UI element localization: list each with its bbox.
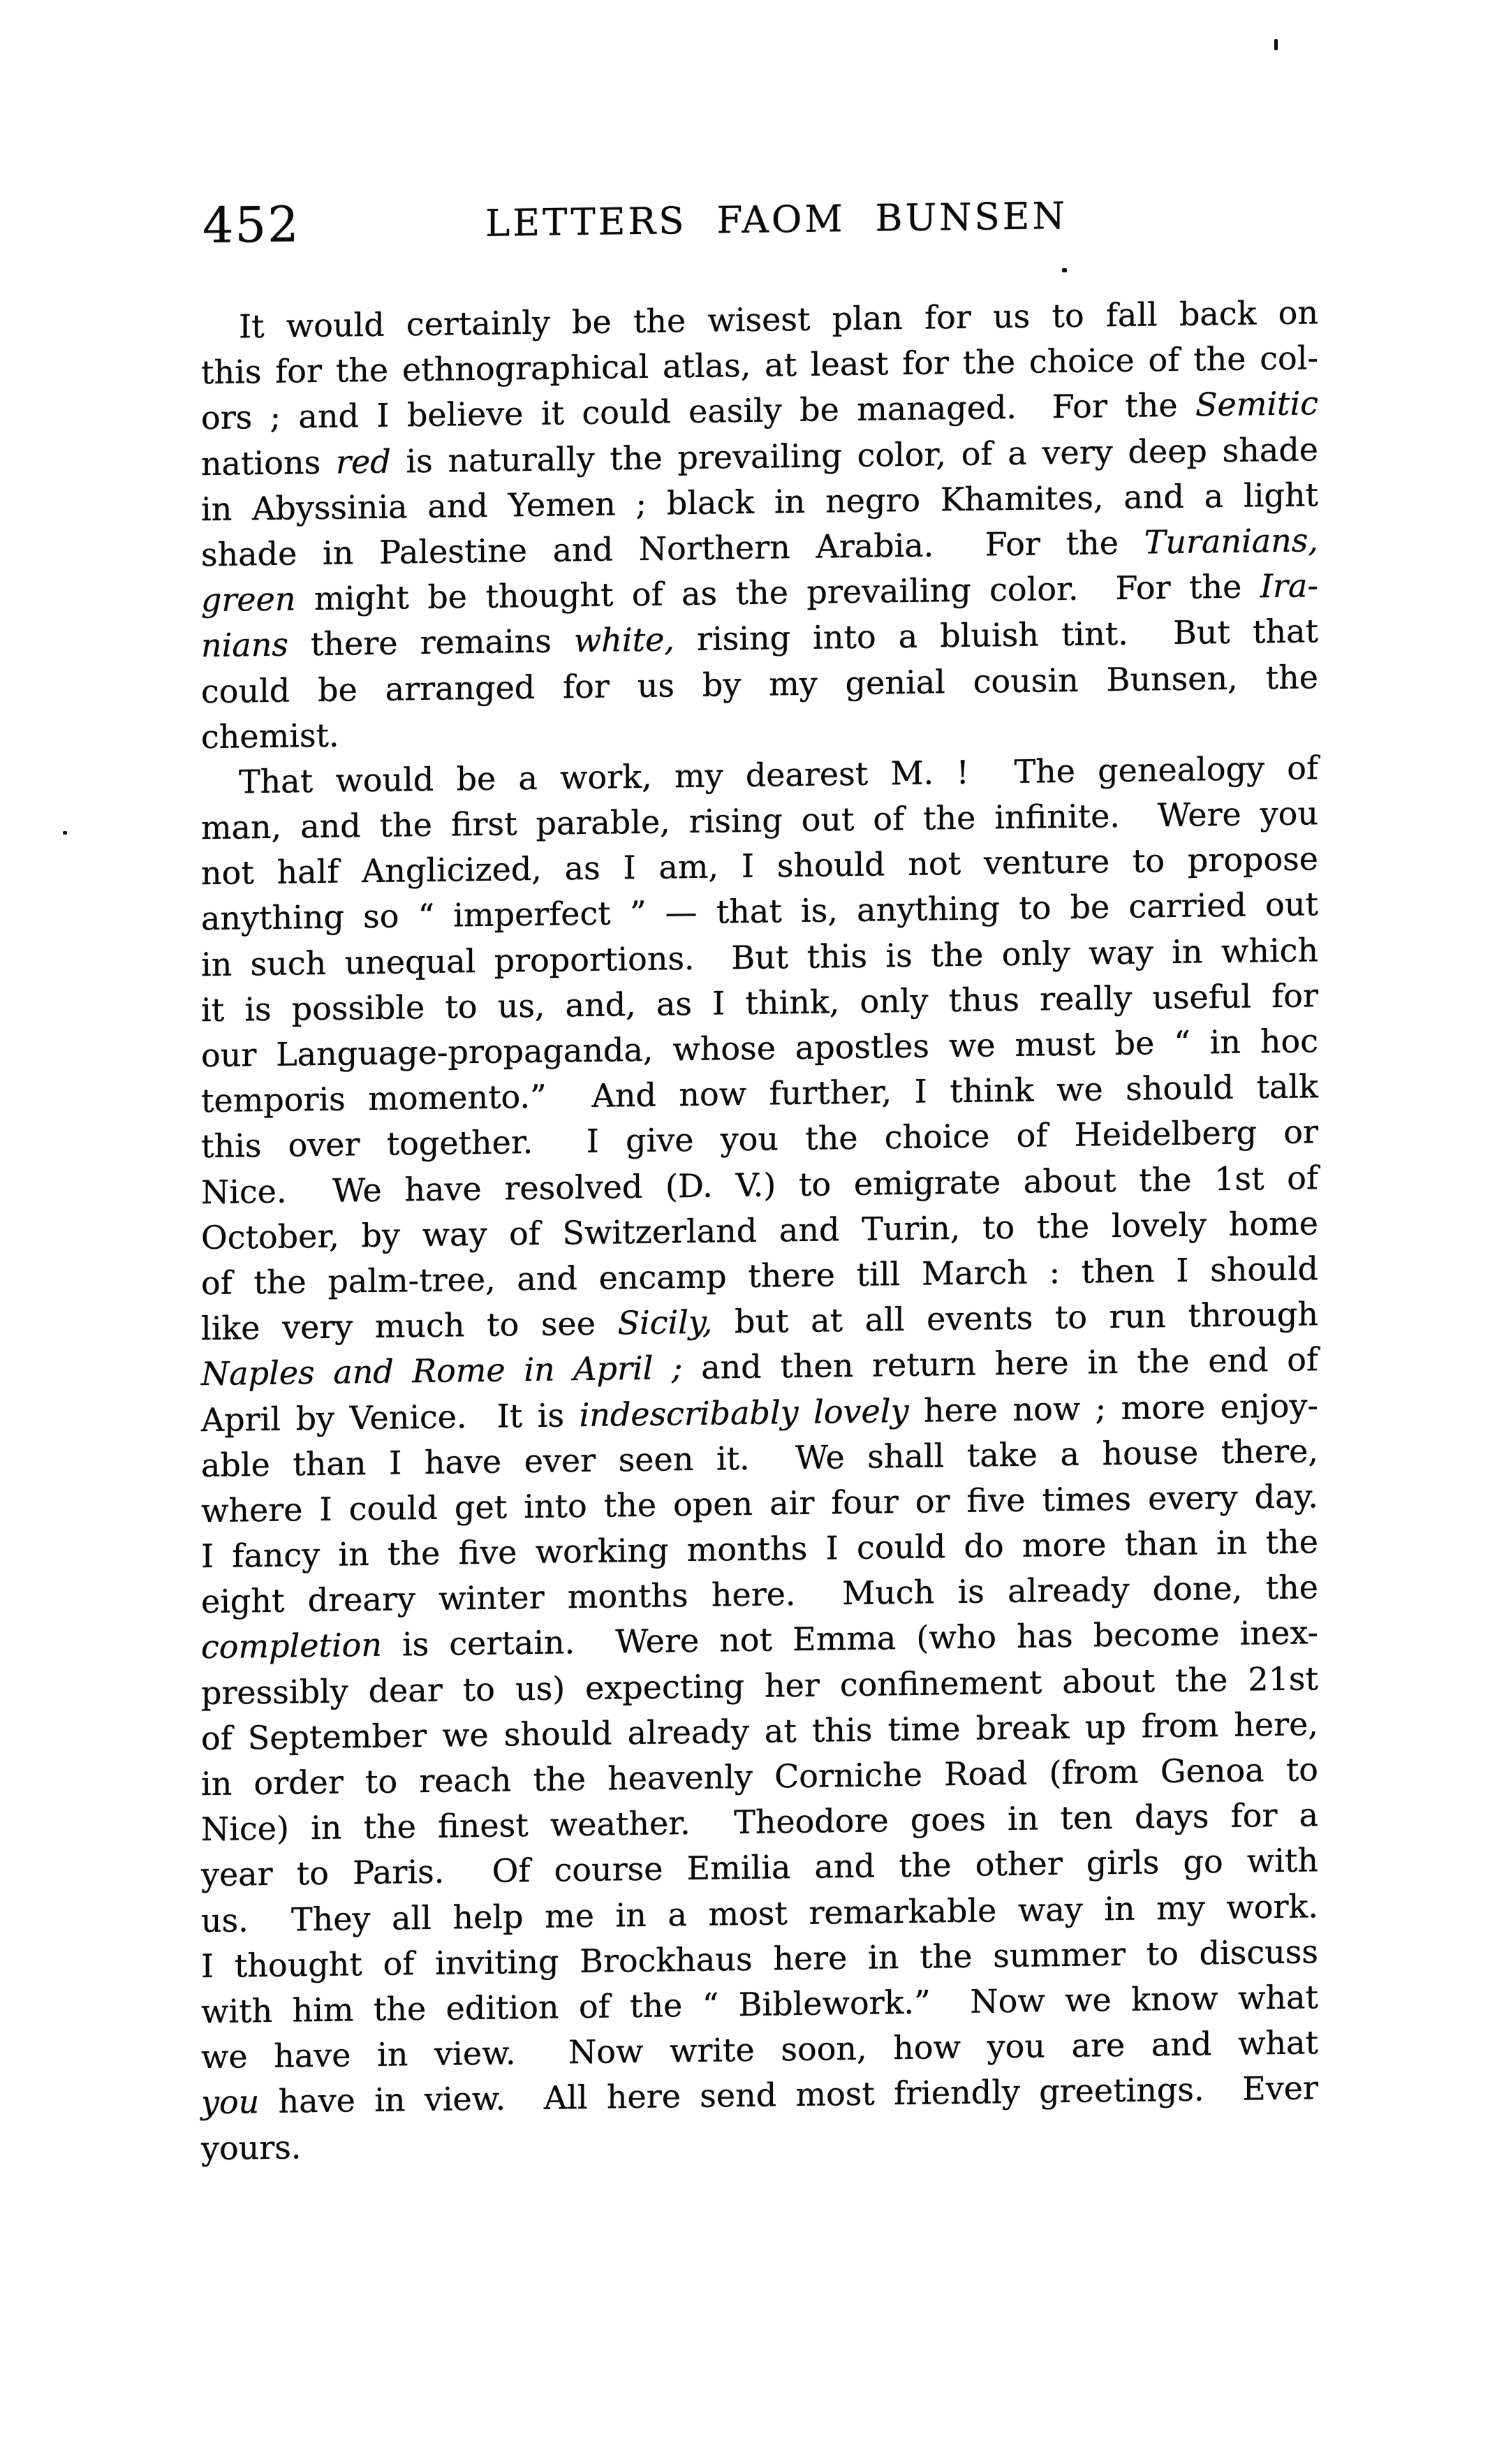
text-segment: might be thought of as the prevailing color. For the (295, 567, 1260, 618)
text-segment: us. They all help me in a most remarkable way in my work. (201, 1886, 1318, 1939)
text-segment: man, and the first parable, rising out of the infinite. Were you (201, 794, 1318, 847)
text-segment: Nice) in the finest weather. Theodore goes in ten days for a (201, 1796, 1318, 1849)
page-number: 452 (202, 196, 300, 255)
text-segment: it is possible to us, and, as I think, only thus really useful for (201, 976, 1318, 1029)
italic-text-segment: completion (201, 1626, 382, 1666)
text-segment: I thought of inviting Brockhaus here in the summer to discuss (201, 1932, 1318, 1985)
italic-text-segment: Semitic (1195, 384, 1318, 424)
text-segment: pressibly dear to us) expecting her confinement about the 21st (201, 1659, 1318, 1712)
text-segment: of September we should already at this time break up from here, (201, 1705, 1318, 1757)
text-segment: in Abyssinia and Yemen ; black in negro Khamites, and a light (201, 475, 1318, 528)
text-segment: chemist. (201, 716, 339, 756)
text-segment: have in view. All here send most friendly greetings. Ever (259, 2069, 1318, 2121)
scan-speck (63, 831, 67, 835)
italic-text-segment: indescribably lovely (579, 1391, 909, 1434)
text-segment: Nice. We have resolved (D. V.) to emigrate about the 1st of (201, 1158, 1318, 1211)
text-segment: our Language-propaganda, whose apostles we must be “ in hoc (201, 1022, 1318, 1075)
text-segment: anything so “ imperfect ” — that is, anything to be carried out (201, 885, 1318, 938)
text-segment: shade in Palestine and Northern Arabia. For the (201, 523, 1144, 574)
italic-text-segment: Turanians, (1144, 521, 1318, 562)
text-segment: but at all events to run through (712, 1295, 1318, 1341)
text-segment: rising into a bluish tint. But that (674, 612, 1318, 659)
text-segment: with him the edition of the “ Biblework.” Now we know what (201, 1978, 1318, 2031)
text-segment: in such unequal proportions. But this is the only way in which (201, 930, 1318, 983)
scan-speck (1062, 268, 1067, 272)
text-segment: of the palm-tree, and encamp there till March : then I should (201, 1249, 1318, 1303)
text-segment: is certain. Were not Emma (who has become inex- (381, 1613, 1318, 1664)
italic-text-segment: nians (201, 625, 288, 665)
text-segment: here now ; more enjoy- (908, 1386, 1319, 1430)
text-segment: we have in view. Now write soon, how you are and what (201, 2023, 1318, 2076)
text-segment: could be arranged for us by my genial cousin Bunsen, the (201, 657, 1318, 710)
text-segment: there remains (288, 622, 574, 663)
text-segment: That would be a work, my dearest M. ! The genealogy of (239, 749, 1318, 801)
text-segment: I fancy in the five working months I could do more than in the (201, 1523, 1318, 1576)
italic-text-segment: Naples and Rome in April ; (201, 1349, 683, 1393)
text-segment: yours. (201, 2127, 302, 2167)
text-segment: able than I have ever seen it. We shall take a house there, (201, 1431, 1318, 1484)
text-segment: year to Paris. Of course Emilia and the other girls go with (201, 1841, 1318, 1894)
letter-body-text (201, 290, 1318, 2171)
italic-text-segment: you (201, 2083, 260, 2122)
text-segment: not half Anglicized, as I am, I should not venture to propose (201, 839, 1318, 893)
italic-text-segment: Ira- (1260, 566, 1318, 606)
text-segment: It would certainly be the wisest plan for us to fall back on (239, 293, 1318, 346)
italic-text-segment: green (201, 580, 296, 619)
text-segment: is naturally the prevailing color, of a very deep shade (390, 430, 1319, 481)
text-segment: this over together. I give you the choice of Heidelberg or (201, 1113, 1318, 1166)
text-segment: nations (201, 443, 336, 483)
italic-text-segment: Sicily, (617, 1303, 713, 1342)
running-head-title: LETTERS FAOM BUNSEN (485, 194, 1068, 245)
text-segment: temporis momento.” And now further, I think we should talk (201, 1067, 1318, 1120)
text-segment: where I could get into the open air four or five times every day. (201, 1477, 1318, 1530)
italic-text-segment: red (335, 442, 391, 481)
text-segment: October, by way of Switzerland and Turin, to the lovely home (201, 1203, 1318, 1256)
text-segment: in order to reach the heavenly Corniche Road (from Genoa to (201, 1750, 1318, 1803)
text-segment: and then return here in the end of (682, 1340, 1318, 1387)
scan-speck (1274, 39, 1278, 50)
text-segment: ors ; and I believe it could easily be managed. For the (201, 386, 1195, 437)
text-segment: eight dreary winter months here. Much is already done, the (201, 1568, 1318, 1621)
text-segment: this for the ethnographical atlas, at least for the choice of the col- (201, 339, 1318, 392)
italic-text-segment: white, (573, 620, 674, 660)
text-segment: like very much to see (201, 1304, 618, 1348)
text-segment: April by Venice. It is (201, 1395, 580, 1439)
